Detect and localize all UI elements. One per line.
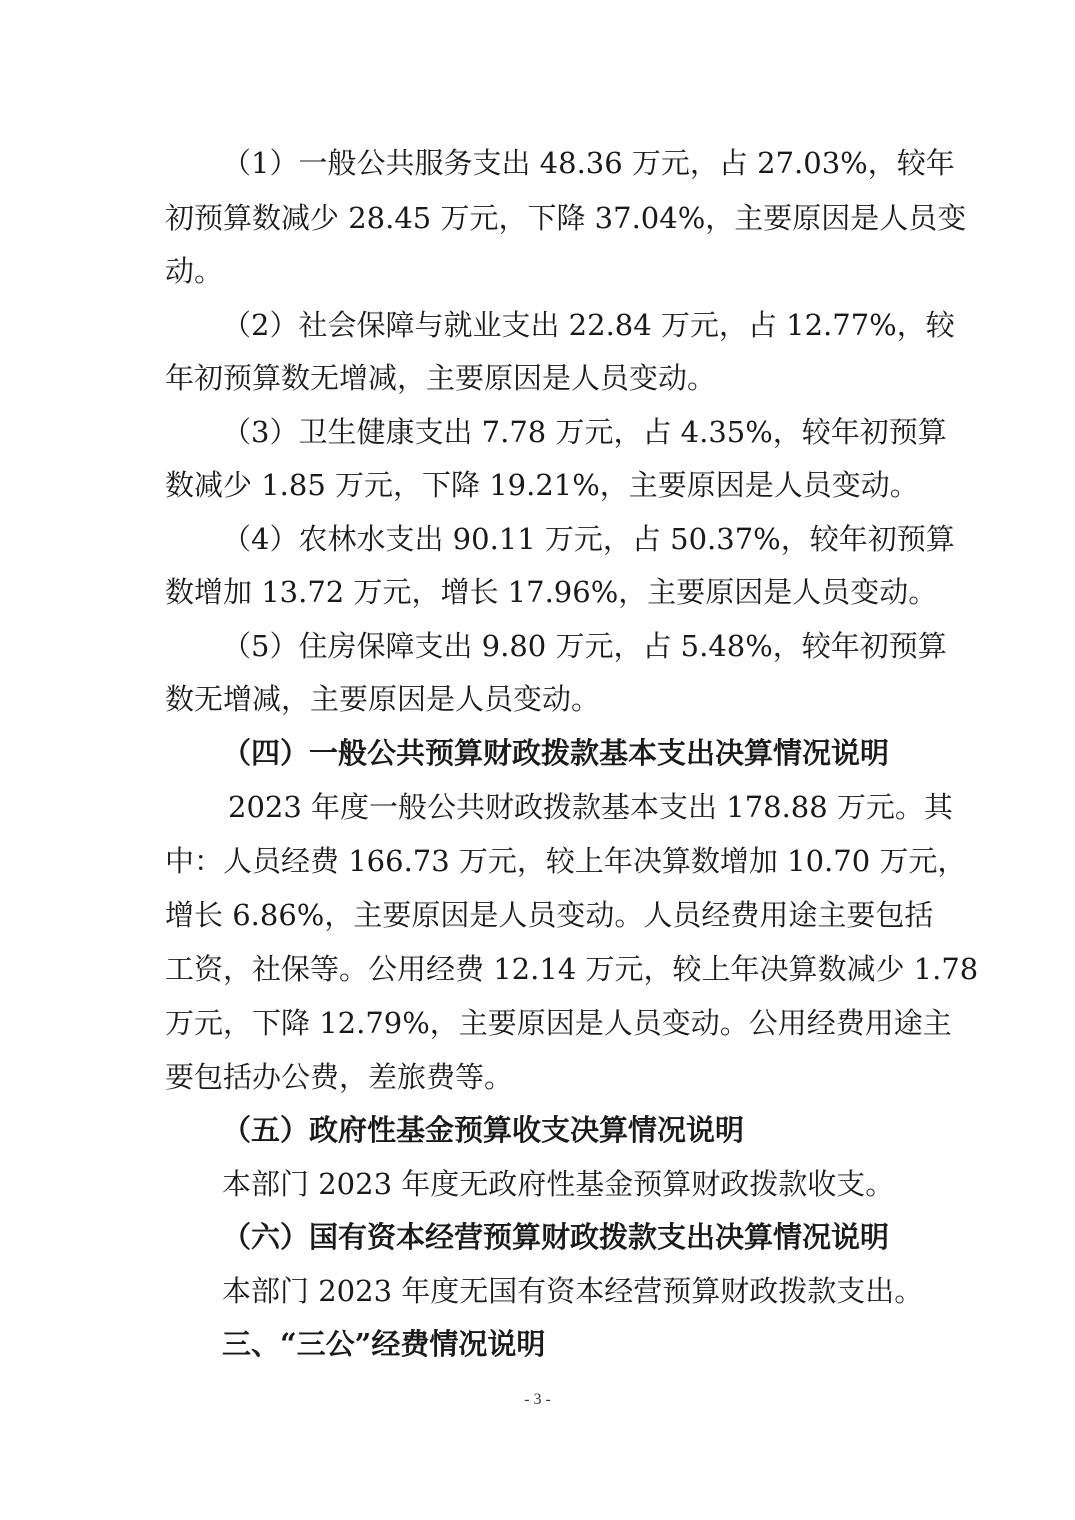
section-6-text: 本部门 2023 年度无国有资本经营预算财政拨款支出。: [222, 1274, 924, 1308]
item-3-line-1: （3）卫生健康支出 7.78 万元，占 4.35%，较年初预算: [222, 415, 947, 449]
item-2-line-2: 年初预算数无增减，主要原因是人员变动。: [165, 361, 717, 395]
section-4-heading: （四）一般公共预算财政拨款基本支出决算情况说明: [222, 736, 890, 770]
section-5-text: 本部门 2023 年度无政府性基金预算财政拨款收支。: [222, 1167, 895, 1201]
section-6-heading: （六）国有资本经营预算财政拨款支出决算情况说明: [222, 1220, 890, 1254]
section-4-para-line-4: 工资，社保等。公用经费 12.14 万元，较上年决算数减少 1.78: [165, 952, 979, 986]
item-3-line-2: 数减少 1.85 万元，下降 19.21%，主要原因是人员变动。: [165, 468, 919, 502]
section-4-para-line-1: 2023 年度一般公共财政拨款基本支出 178.88 万元。其: [228, 790, 953, 824]
item-1-line-3: 动。: [165, 254, 224, 288]
section-4-para-line-2: 中：人员经费 166.73 万元，较上年决算数增加 10.70 万元，: [165, 844, 967, 878]
section-4-para-line-5: 万元，下降 12.79%，主要原因是人员变动。公用经费用途主: [165, 1006, 952, 1040]
section-4-para-line-3: 增长 6.86%，主要原因是人员变动。人员经费用途主要包括: [165, 898, 934, 932]
item-5-line-2: 数无增减，主要原因是人员变动。: [165, 682, 601, 716]
item-2-line-1: （2）社会保障与就业支出 22.84 万元，占 12.77%，较: [222, 308, 955, 342]
item-1-line-1: （1）一般公共服务支出 48.36 万元，占 27.03%，较年: [222, 146, 955, 180]
item-4-line-1: （4）农林水支出 90.11 万元，占 50.37%，较年初预算: [222, 522, 955, 556]
item-4-line-2: 数增加 13.72 万元，增长 17.96%，主要原因是人员变动。: [165, 575, 938, 609]
page-number: - 3 -: [524, 1391, 551, 1408]
item-1-line-2: 初预算数减少 28.45 万元，下降 37.04%，主要原因是人员变: [165, 201, 967, 235]
section-5-heading: （五）政府性基金预算收支决算情况说明: [222, 1113, 745, 1147]
section-4-para-line-6: 要包括办公费，差旅费等。: [165, 1060, 514, 1094]
chapter-3-heading: 三、“三公”经费情况说明: [222, 1327, 546, 1361]
item-5-line-1: （5）住房保障支出 9.80 万元，占 5.48%，较年初预算: [222, 629, 947, 663]
